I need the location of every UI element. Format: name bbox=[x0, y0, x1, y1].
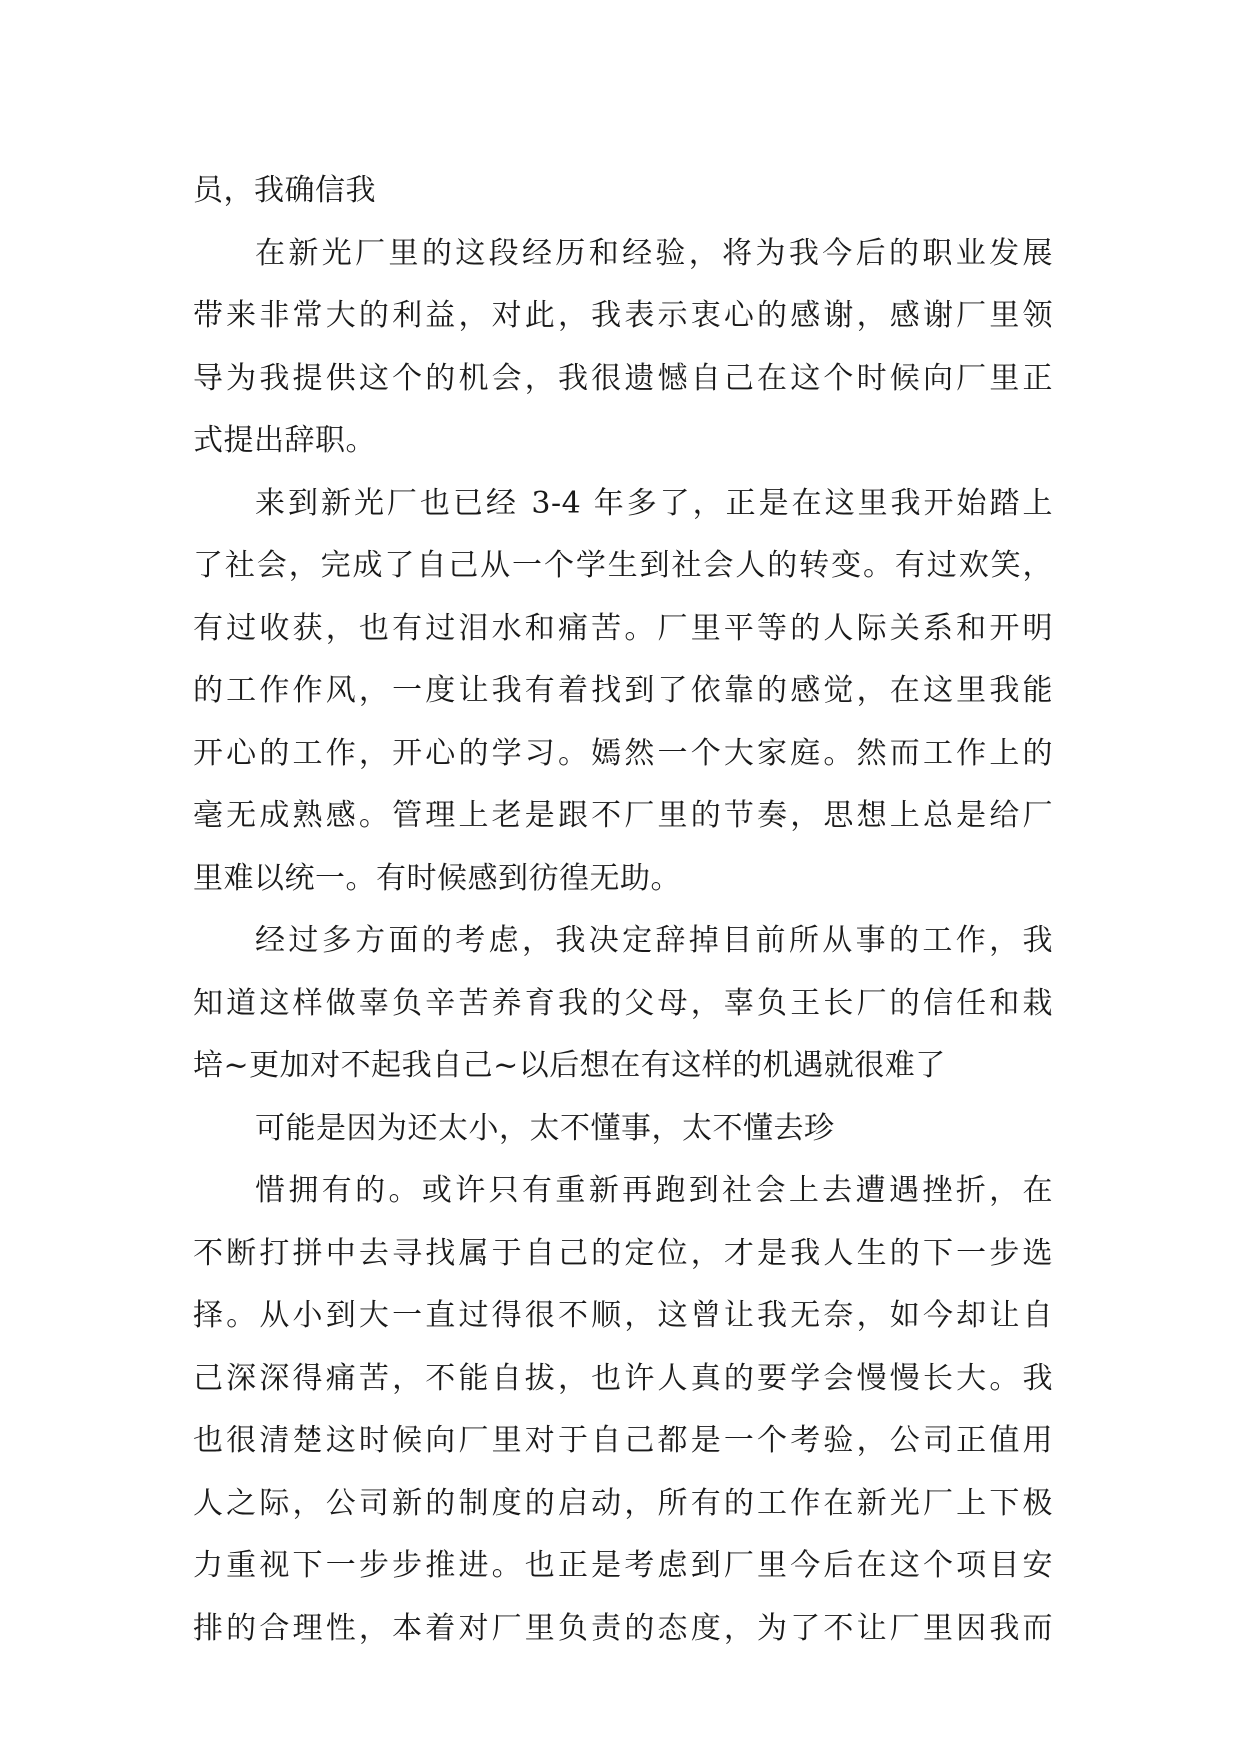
text-line: 择。从小到大一直过得很不顺，这曾让我无奈，如今却让自 bbox=[193, 1298, 1053, 1333]
text-line: 带来非常大的利益，对此，我表示衷心的感谢，感谢厂里领 bbox=[193, 298, 1053, 333]
text-line: 力重视下一步步推进。也正是考虑到厂里今后在这个项目安 bbox=[193, 1548, 1053, 1583]
text-line: 式提出辞职。 bbox=[193, 423, 376, 458]
text-line: 毫无成熟感。管理上老是跟不厂里的节奏，思想上总是给厂 bbox=[193, 798, 1053, 833]
text-line: 在新光厂里的这段经历和经验，将为我今后的职业发展 bbox=[255, 235, 1053, 271]
text-line: 也很清楚这时候向厂里对于自己都是一个考验，公司正值用 bbox=[193, 1423, 1053, 1458]
text-line: 来到新光厂也已经 3-4 年多了，正是在这里我开始踏上 bbox=[255, 485, 1053, 521]
text-line: 排的合理性，本着对厂里负责的态度，为了不让厂里因我而 bbox=[193, 1610, 1053, 1646]
text-line: 导为我提供这个的机会，我很遗憾自己在这个时候向厂里正 bbox=[193, 360, 1053, 396]
text-line: 培~更加对不起我自己~以后想在有这样的机遇就很难了 bbox=[193, 1048, 946, 1083]
text-line: 了社会，完成了自己从一个学生到社会人的转变。有过欢笑， bbox=[193, 548, 1053, 583]
document-body bbox=[193, 160, 1053, 1660]
text-line: 人之际，公司新的制度的启动，所有的工作在新光厂上下极 bbox=[193, 1485, 1053, 1521]
text-line: 惜拥有的。或许只有重新再跑到社会上去遭遇挫折，在 bbox=[255, 1173, 1053, 1208]
text-line: 经过多方面的考虑，我决定辞掉目前所从事的工作，我 bbox=[255, 923, 1053, 958]
text-line: 可能是因为还太小，太不懂事，太不懂去珍 bbox=[255, 1110, 835, 1146]
text-line: 知道这样做辜负辛苦养育我的父母，辜负王长厂的信任和栽 bbox=[193, 985, 1053, 1021]
text-line: 员，我确信我 bbox=[193, 173, 376, 208]
text-line: 的工作作风，一度让我有着找到了依靠的感觉，在这里我能 bbox=[193, 673, 1053, 708]
text-line: 里难以统一。有时候感到彷徨无助。 bbox=[193, 860, 681, 896]
text-line: 开心的工作，开心的学习。嫣然一个大家庭。然而工作上的 bbox=[193, 735, 1053, 771]
text-line: 己深深得痛苦，不能自拔，也许人真的要学会慢慢长大。我 bbox=[193, 1360, 1053, 1396]
text-line: 不断打拼中去寻找属于自己的定位，才是我人生的下一步选 bbox=[193, 1235, 1053, 1271]
text-line: 有过收获，也有过泪水和痛苦。厂里平等的人际关系和开明 bbox=[193, 610, 1053, 646]
